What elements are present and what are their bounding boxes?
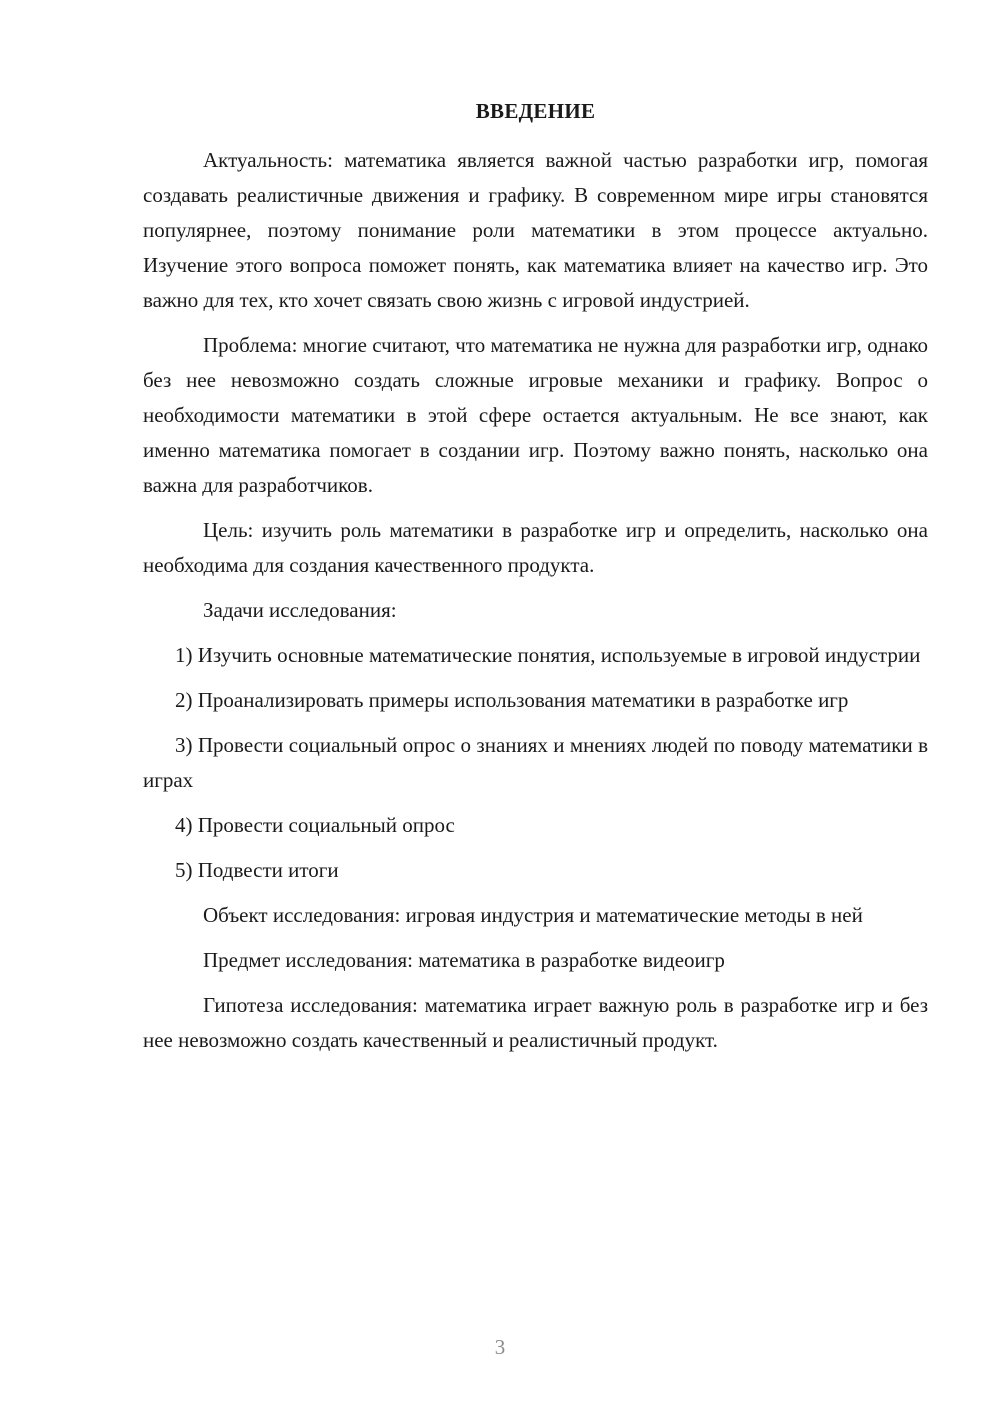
page-title: ВВЕДЕНИЕ	[475, 99, 596, 123]
relevance-paragraph: Актуальность: математика является важной частью разработки игр, помогая создавать реалистичные движения и графику. В современном мире игры становятся популярнее, поэтому понимание роли математики в этом процессе актуально. Изучение этого вопроса поможет понять, как математика влияет на качество игр. Это важно для тех, кто хочет связать свою жизнь с игровой индустрией.	[143, 148, 928, 312]
document-body	[143, 143, 928, 1058]
goal-paragraph: Цель: изучить роль математики в разработке игр и определить, насколько она необходима для создания качественного продукта.	[143, 518, 928, 577]
task-list-item: 2) Проанализировать примеры использования математики в разработке игр	[175, 688, 849, 712]
object-paragraph: Объект исследования: игровая индустрия и математические методы в ней	[203, 903, 863, 927]
tasks-heading: Задачи исследования:	[203, 598, 397, 622]
subject-paragraph: Предмет исследования: математика в разработке видеоигр	[203, 948, 725, 972]
task-list-item: 1) Изучить основные математические понятия, используемые в игровой индустрии	[175, 643, 921, 667]
task-list-item: 5) Подвести итоги	[175, 858, 339, 882]
hypothesis-paragraph: Гипотеза исследования: математика играет важную роль в разработке игр и без нее невозможно создать качественный и реалистичный продукт.	[143, 993, 928, 1052]
problem-paragraph: Проблема: многие считают, что математика не нужна для разработки игр, однако без нее невозможно создать сложные игровые механики и графику. Вопрос о необходимости математики в этой сфере остается актуальным. Не все знают, как именно математика помогает в создании игр. Поэтому важно понять, насколько она важна для разработчиков.	[143, 333, 928, 497]
task-list-item: 4) Провести социальный опрос	[175, 813, 455, 837]
task-list-item: 3) Провести социальный опрос о знаниях и мнениях людей по поводу математики в играх	[143, 733, 928, 792]
page-number: 3	[494, 1335, 506, 1359]
